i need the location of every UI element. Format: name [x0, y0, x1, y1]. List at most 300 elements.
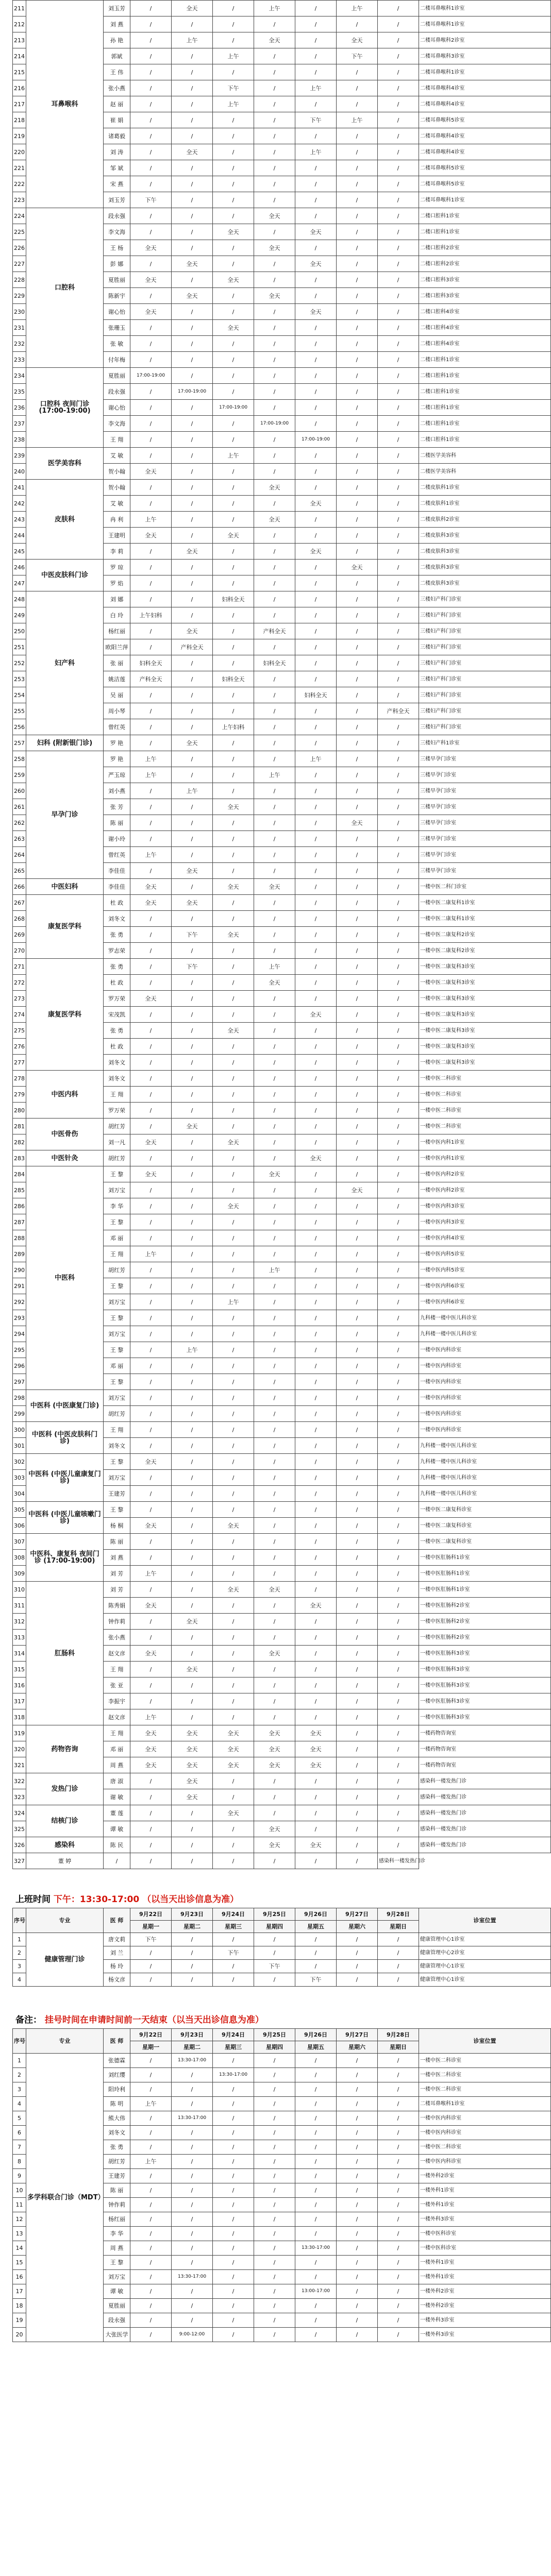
schedule-cell: / [130, 1342, 172, 1358]
schedule-cell: 全天 [295, 1150, 337, 1166]
schedule-cell: / [213, 655, 254, 671]
schedule-cell: / [337, 1598, 378, 1614]
schedule-cell: / [295, 1326, 337, 1342]
remark-notice [0, 2005, 550, 2028]
schedule-cell: / [213, 751, 254, 767]
schedule-cell: / [172, 1693, 213, 1709]
schedule-cell: 下午 [130, 192, 172, 208]
clinic-location: 二楼皮肤科3诊室 [419, 575, 551, 591]
row-number: 284 [13, 1166, 26, 1182]
schedule-cell: 上午 [213, 1294, 254, 1310]
schedule-cell: / [130, 96, 172, 112]
schedule-cell: / [378, 1, 419, 16]
schedule-cell: / [337, 1374, 378, 1390]
clinic-location: 二楼口腔科2诊室 [419, 256, 551, 272]
schedule-cell: 上午 [295, 80, 337, 96]
clinic-location: 九科楼一楼中医儿科诊室 [419, 1326, 551, 1342]
schedule-cell: / [172, 1805, 213, 1821]
schedule-cell: / [337, 671, 378, 687]
schedule-cell: / [213, 1837, 254, 1853]
schedule-cell: 全天 [254, 480, 295, 496]
schedule-cell: 上午 [130, 751, 172, 767]
schedule-cell: / [254, 2270, 295, 2284]
row-number: 16 [13, 2270, 26, 2284]
schedule-cell: / [254, 224, 295, 240]
schedule-cell: / [172, 911, 213, 927]
schedule-cell: / [337, 1454, 378, 1470]
schedule-cell: / [172, 2227, 213, 2241]
row-number: 323 [13, 1789, 26, 1805]
row-number: 269 [13, 927, 26, 943]
schedule-cell: / [172, 352, 213, 368]
row-number: 253 [13, 671, 26, 687]
schedule-cell: / [172, 1390, 213, 1406]
clinic-location: 一楼药物咨询室 [419, 1725, 551, 1741]
schedule-cell: 下午 [130, 1933, 172, 1946]
schedule-cell: / [213, 496, 254, 512]
schedule-cell: 下午 [295, 112, 337, 128]
schedule-cell: / [130, 1150, 172, 1166]
schedule-cell: / [130, 1055, 172, 1071]
schedule-cell: / [378, 1946, 419, 1960]
schedule-cell: / [378, 1805, 419, 1821]
schedule-cell: / [213, 1214, 254, 1230]
schedule-cell: / [337, 1055, 378, 1071]
header-doctor: 医 师 [104, 2029, 130, 2054]
schedule-cell: 全天 [172, 863, 213, 879]
schedule-cell: / [378, 240, 419, 256]
table-row [13, 959, 551, 975]
row-number: 227 [13, 256, 26, 272]
department-name: 口腔科 [26, 208, 104, 368]
doctor-name: 王 翔 [104, 1087, 130, 1103]
department-name: 早孕门诊 [26, 751, 104, 879]
schedule-cell: / [130, 1103, 172, 1118]
clinic-location: 健康管理中心1诊室 [419, 1960, 551, 1973]
schedule-cell: / [130, 496, 172, 512]
doctor-name: 张 勇 [104, 2140, 130, 2155]
doctor-name: 张小燕 [104, 1630, 130, 1646]
schedule-cell: / [254, 2140, 295, 2155]
schedule-cell: / [213, 2111, 254, 2126]
schedule-cell: / [378, 1087, 419, 1103]
schedule-cell: / [337, 1566, 378, 1582]
clinic-location: 三楼妇产科门诊室 [419, 655, 551, 671]
schedule-cell: 全天 [213, 1518, 254, 1534]
doctor-name: 艾 敏 [104, 448, 130, 464]
row-number: 223 [13, 192, 26, 208]
schedule-cell: 全天 [295, 1725, 337, 1741]
schedule-cell: / [378, 1821, 419, 1837]
schedule-cell: / [130, 128, 172, 144]
doctor-name: 夏胜丽 [104, 272, 130, 288]
clinic-location: 一楼外科3诊室 [419, 2212, 551, 2227]
schedule-cell: / [213, 1390, 254, 1406]
schedule-cell: / [130, 1486, 172, 1502]
header-weekday: 星期二 [172, 2041, 213, 2054]
schedule-cell: 全天 [295, 1757, 337, 1773]
row-number: 225 [13, 224, 26, 240]
schedule-cell: / [378, 767, 419, 783]
schedule-cell: 全天 [295, 1837, 337, 1853]
schedule-cell: / [172, 1198, 213, 1214]
schedule-cell: / [378, 1582, 419, 1598]
doctor-name: 王 黎 [104, 1214, 130, 1230]
schedule-cell: / [130, 2169, 172, 2183]
schedule-cell: / [254, 448, 295, 464]
row-number: 279 [13, 1087, 26, 1103]
schedule-cell: / [130, 1853, 172, 1869]
row-number: 14 [13, 2241, 26, 2256]
schedule-cell: / [172, 1946, 213, 1960]
schedule-cell: / [254, 1422, 295, 1438]
schedule-cell: / [130, 1374, 172, 1390]
schedule-cell: 全天 [254, 1837, 295, 1853]
row-number: 10 [13, 2183, 26, 2198]
row-number: 310 [13, 1582, 26, 1598]
clinic-location: 二楼耳鼻喉科1诊室 [419, 16, 551, 32]
schedule-cell: / [295, 1118, 337, 1134]
doctor-name: 王 黎 [104, 1502, 130, 1518]
schedule-cell: / [295, 2183, 337, 2198]
header-date: 9月23日 [172, 1908, 213, 1921]
header-weekday: 星期日 [378, 1921, 419, 1933]
header-date: 9月23日 [172, 2029, 213, 2041]
row-number: 219 [13, 128, 26, 144]
schedule-cell: / [130, 975, 172, 991]
schedule-cell: / [213, 1087, 254, 1103]
schedule-cell: / [172, 831, 213, 847]
schedule-cell: 13:30-17:00 [172, 2270, 213, 2284]
schedule-cell: 全天 [295, 224, 337, 240]
schedule-cell: 全天 [254, 1166, 295, 1182]
schedule-cell: / [213, 1630, 254, 1646]
schedule-cell: / [254, 1438, 295, 1454]
department-name: 中医内科 [26, 1071, 104, 1118]
schedule-cell: / [295, 1582, 337, 1598]
schedule-cell: / [378, 1438, 419, 1454]
schedule-cell: / [254, 2054, 295, 2068]
schedule-cell: / [254, 1198, 295, 1214]
schedule-cell: / [295, 1278, 337, 1294]
row-number: 278 [13, 1071, 26, 1087]
schedule-cell: / [295, 1454, 337, 1470]
row-number: 305 [13, 1502, 26, 1518]
row-number: 234 [13, 368, 26, 384]
schedule-cell: / [295, 1534, 337, 1550]
schedule-cell: / [254, 831, 295, 847]
clinic-location: 一楼中医二科诊室 [419, 2082, 551, 2097]
schedule-cell: / [213, 1278, 254, 1294]
schedule-cell: / [378, 2328, 419, 2342]
row-number: 314 [13, 1646, 26, 1662]
doctor-name: 夏胜丽 [104, 2299, 130, 2313]
schedule-cell: 上午 [254, 1262, 295, 1278]
schedule-cell: / [295, 160, 337, 176]
schedule-cell: / [378, 831, 419, 847]
schedule-cell: / [295, 512, 337, 528]
clinic-location: 一楼中医内科诊室 [419, 2155, 551, 2169]
department-name: 中医妇科 [26, 879, 104, 895]
schedule-cell: / [130, 1973, 172, 1987]
schedule-cell: / [130, 416, 172, 432]
doctor-name: 刘 燕 [104, 16, 130, 32]
doctor-name: 姚洁莲 [104, 671, 130, 687]
schedule-cell: / [213, 176, 254, 192]
schedule-cell: 上午 [172, 32, 213, 48]
doctor-name: 邓 丽 [104, 1741, 130, 1757]
schedule-cell: / [130, 1, 172, 16]
schedule-cell: / [295, 623, 337, 639]
schedule-cell: / [172, 1374, 213, 1390]
schedule-cell: / [172, 2082, 213, 2097]
doctor-name: 吴 丽 [104, 687, 130, 703]
row-number: 285 [13, 1182, 26, 1198]
schedule-cell: / [295, 831, 337, 847]
doctor-name: 宋 燕 [104, 176, 130, 192]
schedule-cell: / [295, 1470, 337, 1486]
schedule-cell: / [378, 1677, 419, 1693]
schedule-cell: / [378, 528, 419, 544]
doctor-name: 王建芳 [104, 1486, 130, 1502]
schedule-cell: / [295, 1550, 337, 1566]
schedule-cell: / [337, 320, 378, 336]
schedule-cell: / [213, 2270, 254, 2284]
schedule-cell: / [213, 1662, 254, 1677]
schedule-cell: / [295, 1693, 337, 1709]
row-number: 247 [13, 575, 26, 591]
doctor-name: 王 黎 [104, 1166, 130, 1182]
schedule-cell: / [295, 2126, 337, 2140]
schedule-cell: 全天 [130, 464, 172, 480]
schedule-cell: / [213, 2183, 254, 2198]
schedule-cell: / [213, 368, 254, 384]
schedule-cell: / [337, 767, 378, 783]
schedule-cell: / [213, 1150, 254, 1166]
schedule-cell: / [130, 336, 172, 352]
schedule-cell: / [295, 96, 337, 112]
schedule-cell: / [337, 192, 378, 208]
doctor-name: 李佳佳 [104, 879, 130, 895]
clinic-location: 感染科一楼发热门诊 [419, 1837, 551, 1853]
row-number: 229 [13, 288, 26, 304]
schedule-cell: / [172, 1278, 213, 1294]
schedule-cell: 上午 [213, 96, 254, 112]
schedule-cell: / [378, 1662, 419, 1677]
schedule-cell: / [337, 1614, 378, 1630]
schedule-cell: / [295, 719, 337, 735]
schedule-cell: / [337, 2097, 378, 2111]
schedule-cell: / [172, 528, 213, 544]
doctor-name: 杨文彦 [104, 1973, 130, 1987]
schedule-cell: 产科全天 [254, 623, 295, 639]
doctor-name: 谢小玲 [104, 831, 130, 847]
table-header-row [13, 1908, 551, 1921]
schedule-cell: / [378, 480, 419, 496]
schedule-cell: / [254, 528, 295, 544]
schedule-cell: / [130, 927, 172, 943]
doctor-name: 刘小燕 [104, 783, 130, 799]
schedule-cell: / [130, 735, 172, 751]
table-row [13, 448, 551, 464]
schedule-cell: / [378, 2140, 419, 2155]
clinic-location: 一楼中医肛肠科1诊室 [419, 1582, 551, 1598]
doctor-name: 刘冬文 [104, 911, 130, 927]
row-number: 308 [13, 1550, 26, 1566]
schedule-cell: / [378, 1470, 419, 1486]
schedule-cell: / [254, 671, 295, 687]
schedule-cell: / [295, 1933, 337, 1946]
schedule-cell: / [172, 1438, 213, 1454]
doctor-name: 刘万宝 [104, 1470, 130, 1486]
schedule-cell: / [337, 416, 378, 432]
schedule-cell: / [295, 1310, 337, 1326]
clinic-location: 一楼中医二康复科1诊室 [419, 911, 551, 927]
schedule-cell: / [254, 1502, 295, 1518]
row-number: 222 [13, 176, 26, 192]
schedule-cell: / [295, 2082, 337, 2097]
schedule-cell: / [172, 448, 213, 464]
schedule-cell: / [337, 687, 378, 703]
row-number: 235 [13, 384, 26, 400]
schedule-cell: / [337, 1518, 378, 1534]
row-number: 273 [13, 991, 26, 1007]
schedule-cell: / [378, 1023, 419, 1039]
clinic-location: 一楼中医肛肠科1诊室 [419, 1550, 551, 1566]
schedule-cell: / [172, 496, 213, 512]
clinic-location: 一楼中医二康复科诊室 [419, 1502, 551, 1518]
schedule-cell: / [130, 1805, 172, 1821]
row-number: 301 [13, 1438, 26, 1454]
clinic-location: 一楼中医肛肠科3诊室 [419, 1662, 551, 1677]
doctor-name: 王 翔 [104, 432, 130, 448]
schedule-cell: 全天 [295, 1007, 337, 1023]
doctor-name: 罗万荣 [104, 1103, 130, 1118]
schedule-cell: / [337, 1358, 378, 1374]
schedule-cell: 全天 [130, 879, 172, 895]
schedule-cell: / [378, 416, 419, 432]
doctor-name: 邹 斌 [104, 160, 130, 176]
schedule-cell: / [172, 1007, 213, 1023]
schedule-cell: / [130, 48, 172, 64]
schedule-cell: / [378, 799, 419, 815]
schedule-cell: 下午 [172, 959, 213, 975]
department-name: 口腔科 夜间门诊 (17:00-19:00) [26, 368, 104, 448]
clinic-location: 二楼皮肤科3诊室 [419, 544, 551, 560]
schedule-cell: / [295, 1677, 337, 1693]
table-row [13, 1118, 551, 1134]
schedule-cell: / [295, 2155, 337, 2169]
header-department: 专业 [26, 2029, 104, 2054]
department-name: 医学美容科 [26, 448, 104, 480]
doctor-name: 李 莉 [104, 544, 130, 560]
schedule-cell: / [130, 352, 172, 368]
clinic-location: 三楼早孕门诊室 [419, 847, 551, 863]
department-name: 药物咨询 [26, 1725, 104, 1773]
schedule-cell: / [295, 655, 337, 671]
schedule-cell: 13:30-17:00 [172, 2054, 213, 2068]
schedule-cell: / [130, 1182, 172, 1198]
schedule-cell: / [254, 192, 295, 208]
schedule-cell: / [254, 1598, 295, 1614]
schedule-cell: / [378, 1390, 419, 1406]
header-date: 9月22日 [130, 2029, 172, 2041]
schedule-cell: / [130, 320, 172, 336]
schedule-cell: 17:00-19:00 [295, 432, 337, 448]
schedule-cell: / [295, 2270, 337, 2284]
schedule-cell: / [337, 2284, 378, 2299]
schedule-cell: / [130, 208, 172, 224]
schedule-cell: / [378, 1646, 419, 1662]
schedule-cell: / [378, 352, 419, 368]
schedule-cell: / [172, 112, 213, 128]
schedule-cell: / [130, 1534, 172, 1550]
schedule-cell: / [254, 1071, 295, 1087]
schedule-cell: / [378, 879, 419, 895]
doctor-name: 夏胜丽 [104, 368, 130, 384]
schedule-cell: / [213, 1262, 254, 1278]
schedule-cell: / [378, 2126, 419, 2140]
schedule-cell: / [295, 1358, 337, 1374]
doctor-name: 李文海 [104, 224, 130, 240]
schedule-cell: / [295, 1039, 337, 1055]
row-number: 272 [13, 975, 26, 991]
clinic-location: 一楼外科1诊室 [419, 2183, 551, 2198]
schedule-cell: / [130, 1039, 172, 1055]
schedule-cell: / [213, 1422, 254, 1438]
schedule-cell: 13:00-17:00 [295, 2284, 337, 2299]
row-number: 299 [13, 1406, 26, 1422]
schedule-cell: / [337, 160, 378, 176]
row-number: 220 [13, 144, 26, 160]
schedule-cell: / [378, 1534, 419, 1550]
schedule-cell: / [172, 1087, 213, 1103]
header-location: 诊室位置 [419, 1908, 551, 1933]
schedule-cell: / [295, 1709, 337, 1725]
doctor-name: 王 黎 [104, 1342, 130, 1358]
doctor-name: 王 翔 [104, 1246, 130, 1262]
schedule-cell: / [254, 1805, 295, 1821]
schedule-cell: 上午 [295, 751, 337, 767]
row-number: 319 [13, 1725, 26, 1741]
doctor-name: 白 玲 [104, 607, 130, 623]
schedule-cell: 全天 [254, 1821, 295, 1837]
schedule-cell: / [172, 1933, 213, 1946]
row-number: 8 [13, 2155, 26, 2169]
schedule-cell: / [378, 1294, 419, 1310]
schedule-cell: / [213, 2169, 254, 2183]
schedule-cell: / [130, 16, 172, 32]
schedule-cell: / [213, 1598, 254, 1614]
schedule-cell: / [295, 288, 337, 304]
schedule-cell: / [172, 304, 213, 320]
clinic-location: 二楼口腔科1诊室 [419, 368, 551, 384]
schedule-cell: / [254, 144, 295, 160]
schedule-cell: / [378, 512, 419, 528]
schedule-cell: / [172, 1973, 213, 1987]
schedule-cell: / [213, 1614, 254, 1630]
schedule-cell: / [295, 416, 337, 432]
schedule-cell: / [130, 639, 172, 655]
schedule-cell: / [295, 2328, 337, 2342]
schedule-cell: / [378, 1630, 419, 1646]
doctor-name: 赵文彦 [104, 1709, 130, 1725]
department-name: 中医科 (中医儿童康复门诊) [26, 1454, 104, 1502]
schedule-cell: / [337, 1789, 378, 1805]
schedule-cell: / [172, 2212, 213, 2227]
schedule-cell: 全天 [130, 1646, 172, 1662]
schedule-cell: / [172, 1534, 213, 1550]
